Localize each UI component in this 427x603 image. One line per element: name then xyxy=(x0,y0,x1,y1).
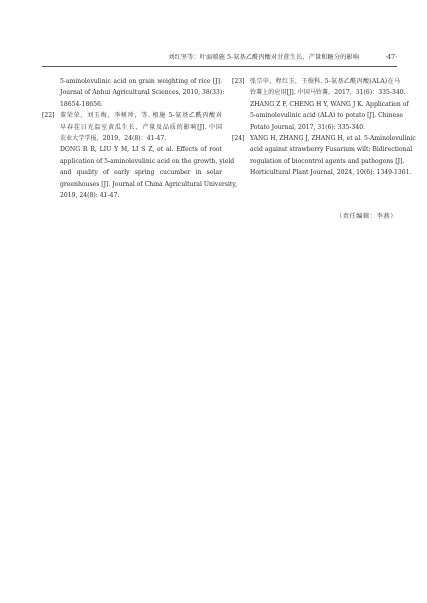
reference-line: 5-aminolevulinic acid (ALA) to potato [J]. Chinese xyxy=(250,112,403,120)
reference-line: 早春茬日光温室黄瓜生长、产量及品质的影响[J]. 中国 xyxy=(60,123,222,131)
reference-number: [22] xyxy=(42,112,55,120)
reference-line: DONG R R, LIU Y M, LI S Z, et al. Effects of root xyxy=(60,146,222,154)
reference-24 xyxy=(232,133,416,179)
reference-line: greenhouses [J]. Journal of China Agricultural University, xyxy=(60,180,237,188)
reference-23 xyxy=(232,76,409,133)
reference-line: 张宗申，程红玉，王俊科. 5-氨基乙酰丙酸(ALA)在马 xyxy=(250,78,400,85)
reference-line: application of 5-aminolevulinic acid on the growth, yield xyxy=(60,157,235,165)
reference-21-continued xyxy=(42,76,225,110)
reference-column-right xyxy=(232,76,416,179)
reference-line: 铃薯上的应用[J]. 中国马铃薯，2017，31(6)：335-340. xyxy=(250,89,406,97)
reference-line: 2019, 24(8): 41-47. xyxy=(60,192,120,200)
responsible-editor: （责任编辑：李燕） xyxy=(335,213,397,220)
reference-line: 18654-18656. xyxy=(60,100,103,108)
reference-number: [24] xyxy=(232,135,245,143)
reference-column-left xyxy=(42,76,237,201)
reference-22 xyxy=(42,110,237,201)
reference-line: Journal of Anhui Agricultural Sciences, 2010, 38(33): xyxy=(60,89,225,97)
reference-line: and quality of early spring cucumber in solar xyxy=(60,169,222,177)
reference-line: regulation of biocontrol agents and pathogens [J]. xyxy=(250,157,405,165)
reference-line: 董荣荣，刘玉梅，李树珍，等. 根施 5-氨基乙酰丙酸对 xyxy=(60,112,222,120)
running-header xyxy=(42,52,397,67)
page-number: ·47· xyxy=(385,54,397,61)
reference-number: [23] xyxy=(232,78,245,85)
reference-line: YANG H, ZHANG J, ZHANG H, et al. 5-Aminolevulinic xyxy=(250,135,416,143)
running-header-title: 刘红坚等：叶面喷施 5-氨基乙酰丙酸对甘蔗生长、产量和糖分的影响 xyxy=(168,54,359,61)
reference-line: Potato Journal, 2017, 31(6): 335-340. xyxy=(250,123,366,131)
reference-line: ZHANG Z F, CHENG H Y, WANG J K. Application of xyxy=(250,100,409,108)
reference-line: acid against strawberry Fusarium wilt: Bidirectional xyxy=(250,146,413,154)
reference-line: Horticultural Plant Journal, 2024, 10(6): 1349-1361. xyxy=(250,169,412,177)
reference-line: 农业大学学报，2019，24(8)：41-47. xyxy=(60,135,167,143)
reference-line: 5-aminolevulinic acid on grain weighting of rice [J]. xyxy=(60,78,222,85)
